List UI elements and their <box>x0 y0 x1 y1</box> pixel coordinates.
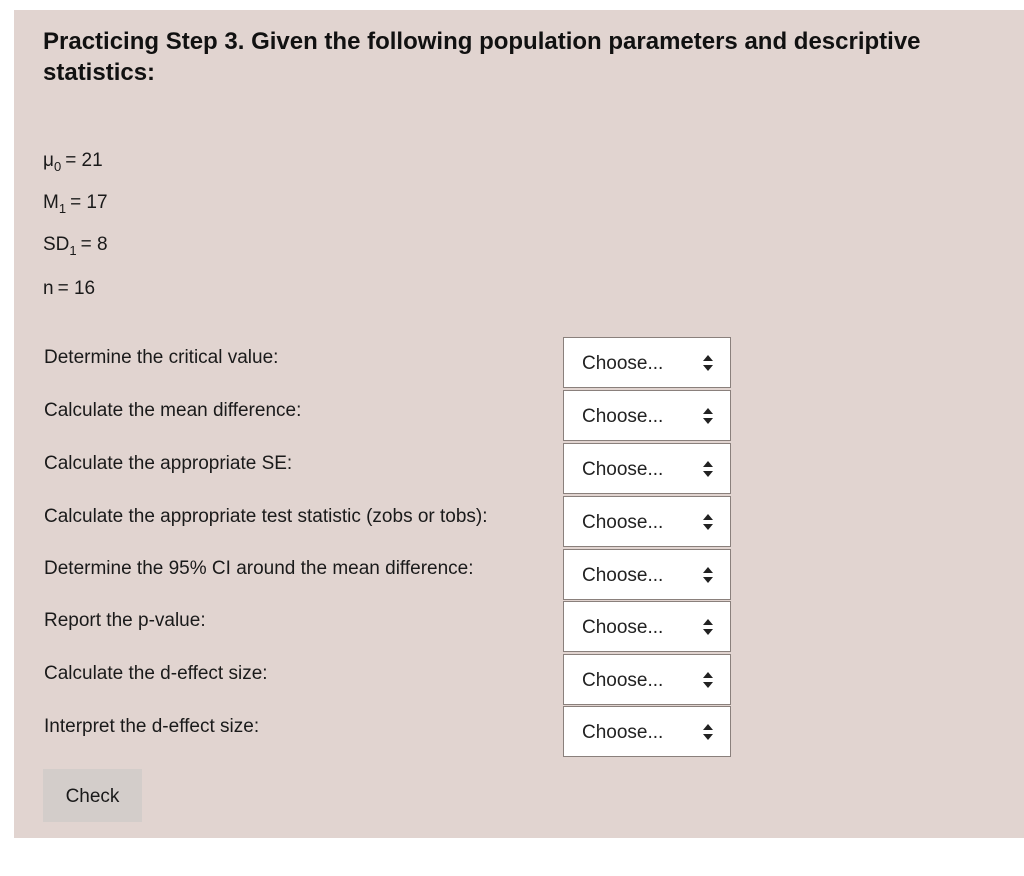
param-subscript: 0 <box>53 158 62 174</box>
select-updown-icon <box>701 669 715 691</box>
select-updown-icon <box>701 616 715 638</box>
param-subscript: 1 <box>58 200 67 216</box>
select-value: Choose... <box>582 617 664 638</box>
question-label: Report the p-value: <box>44 610 206 631</box>
confidence-interval-select[interactable] <box>563 549 731 600</box>
question-label: Calculate the mean difference: <box>44 400 302 421</box>
effect-interpretation-select[interactable] <box>563 706 731 757</box>
standard-error-select[interactable] <box>563 443 731 494</box>
param-m1 <box>43 192 108 216</box>
select-updown-icon <box>701 511 715 533</box>
param-mu0 <box>43 150 103 174</box>
question-panel <box>14 10 1024 838</box>
select-value: Choose... <box>582 670 664 691</box>
select-updown-icon <box>701 352 715 374</box>
question-label: Calculate the appropriate test statistic (zobs or tobs): <box>44 506 488 527</box>
question-label: Calculate the appropriate SE: <box>44 453 293 474</box>
select-value: Choose... <box>582 353 664 374</box>
param-value: = 21 <box>65 150 103 171</box>
effect-size-select[interactable] <box>563 654 731 705</box>
select-updown-icon <box>701 564 715 586</box>
check-button[interactable]: Check <box>43 769 142 822</box>
param-value: = 16 <box>57 278 96 299</box>
select-value: Choose... <box>582 512 664 533</box>
select-value: Choose... <box>582 565 664 586</box>
select-value: Choose... <box>582 459 664 480</box>
question-label: Determine the critical value: <box>44 347 279 368</box>
param-sd1 <box>43 234 108 258</box>
p-value-select[interactable] <box>563 601 731 652</box>
question-label: Calculate the d-effect size: <box>44 663 268 684</box>
critical-value-select[interactable] <box>563 337 731 388</box>
question-title: Practicing Step 3. Given the following population parameters and descriptive statistics: <box>43 28 921 86</box>
param-subscript: 1 <box>69 242 77 258</box>
select-value: Choose... <box>582 722 664 743</box>
param-symbol: n <box>43 278 54 299</box>
param-value: = 17 <box>70 192 108 213</box>
param-n <box>43 278 95 300</box>
param-symbol: M <box>43 192 59 213</box>
param-value: = 8 <box>80 234 108 255</box>
select-value: Choose... <box>582 406 664 427</box>
select-updown-icon <box>701 721 715 743</box>
select-updown-icon <box>701 458 715 480</box>
select-updown-icon <box>701 405 715 427</box>
mean-difference-select[interactable] <box>563 390 731 441</box>
param-symbol: SD <box>43 234 70 255</box>
question-label: Determine the 95% CI around the mean difference: <box>44 558 474 579</box>
question-label: Interpret the d-effect size: <box>44 716 260 737</box>
test-statistic-select[interactable] <box>563 496 731 547</box>
param-symbol: μ <box>43 150 54 171</box>
